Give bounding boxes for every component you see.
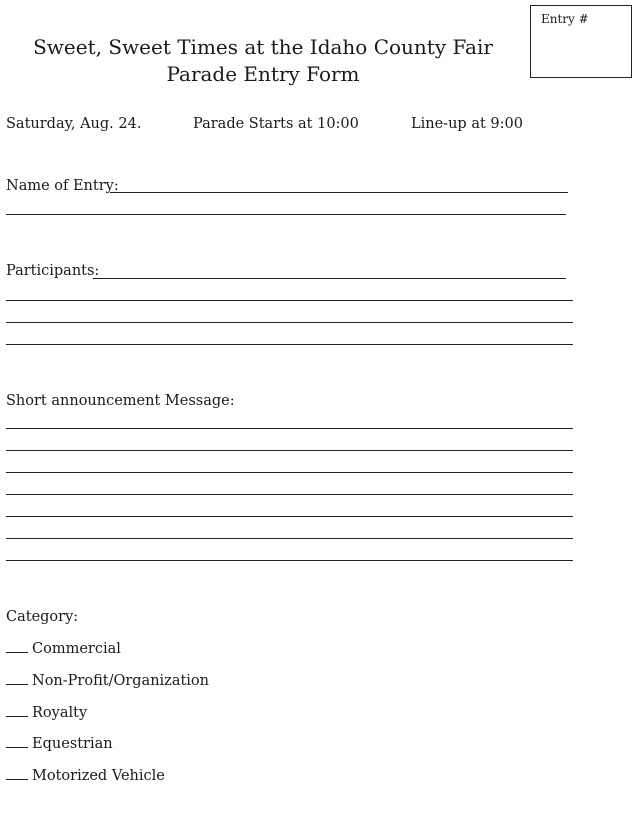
form-subtitle: Parade Entry Form	[166, 62, 360, 86]
category-option-royalty[interactable]	[6, 704, 87, 721]
announcement-line-4[interactable]	[6, 494, 573, 495]
category-option-motorized-vehicle[interactable]	[6, 767, 165, 784]
entry-number-label: Entry #	[541, 12, 589, 26]
participants-line-3[interactable]	[6, 322, 573, 323]
announcement-line-7[interactable]	[6, 560, 573, 561]
announcement-line-2[interactable]	[6, 450, 573, 451]
participants-line-2[interactable]	[6, 300, 573, 301]
category-option-label: Motorized Vehicle	[32, 768, 165, 784]
participants-line-4[interactable]	[6, 344, 573, 345]
entry-number-box[interactable]	[530, 5, 632, 78]
category-option-label: Royalty	[32, 705, 88, 721]
category-option-label: Commercial	[32, 641, 121, 657]
announcement-line-3[interactable]	[6, 472, 573, 473]
lineup-time: Line-up at 9:00	[411, 116, 523, 132]
announcement-line-5[interactable]	[6, 516, 573, 517]
checkbox-blank[interactable]	[6, 672, 28, 685]
name-of-entry-label: Name of Entry:	[6, 178, 119, 194]
checkbox-blank[interactable]	[6, 640, 28, 653]
category-option-commercial[interactable]	[6, 640, 121, 657]
category-option-label: Equestrian	[32, 736, 113, 752]
form-title: Sweet, Sweet Times at the Idaho County Fair	[33, 35, 493, 59]
announcement-line-1[interactable]	[6, 428, 573, 429]
participants-label: Participants:	[6, 263, 100, 279]
category-option-non-profit[interactable]	[6, 672, 209, 689]
name-of-entry-line-2[interactable]	[6, 214, 566, 215]
checkbox-blank[interactable]	[6, 704, 28, 717]
category-option-label: Non-Profit/Organization	[32, 673, 209, 689]
category-option-equestrian[interactable]	[6, 735, 113, 752]
name-of-entry-field[interactable]	[110, 192, 568, 193]
category-label: Category:	[6, 609, 79, 625]
parade-start-time: Parade Starts at 10:00	[193, 116, 359, 132]
announcement-label: Short announcement Message:	[6, 393, 235, 409]
announcement-line-6[interactable]	[6, 538, 573, 539]
checkbox-blank[interactable]	[6, 767, 28, 780]
participants-field[interactable]	[93, 278, 566, 279]
event-date: Saturday, Aug. 24.	[6, 116, 142, 132]
checkbox-blank[interactable]	[6, 735, 28, 748]
